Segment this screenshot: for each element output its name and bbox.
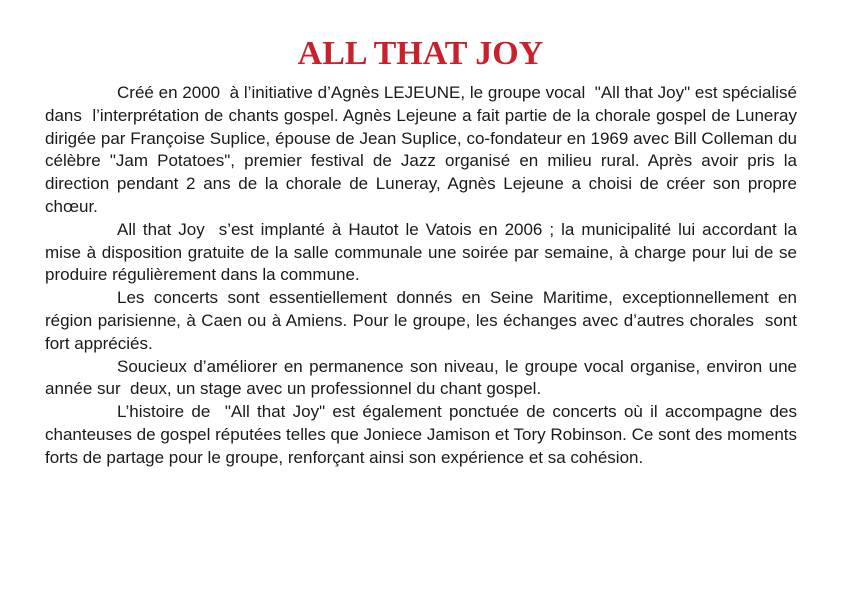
article-body [45,82,802,470]
paragraph-hautot: All that Joy s’est implanté à Hautot le Vatois en 2006 ; la municipalité lui accordant la mise à disposition gratuite de la salle communale une soirée par semaine, à charge pour lui de se produire régulièrement dans la commune. [45,219,802,285]
paragraph-history: L’histoire de "All that Joy" est également ponctuée de concerts où il accompagne des chanteuses de gospel réputées telles que Joniece Jamison et Tory Robinson. Ce sont des moments forts de partage pour le groupe, renforçant ainsi son expérience et sa cohésion. [45,402,802,467]
paragraph-training: Soucieux d’améliorer en permanence son niveau, le groupe vocal organise, environ une année sur deux, un stage avec un professionnel du chant gospel. [45,356,802,399]
paragraph-concerts: Les concerts sont essentiellement donnés en Seine Maritime, exceptionnellement en région parisienne, à Caen ou à Amiens. Pour le groupe, les échanges avec d’autres chorales sont fort appréciés. [45,288,802,353]
paragraph-founding: Créé en 2000 à l’initiative d’Agnès LEJEUNE, le groupe vocal "All that Joy" est spécialisé dans l’interprétation de chants gospel. Agnès Lejeune a fait partie de la chorale gospel de Luneray dirigée par Françoise Suplice, épouse de Jean Suplice, co-fondateur en 1969 avec Bill Colleman du célèbre "Jam Potatoes", premier festival de Jazz organisé en milieu rural. Après avoir pris la direction pendant 2 ans de la chorale de Luneray, Agnès Lejeune a choisi de créer son propre chœur. [45,83,802,216]
page-title: ALL THAT JOY [297,35,544,72]
